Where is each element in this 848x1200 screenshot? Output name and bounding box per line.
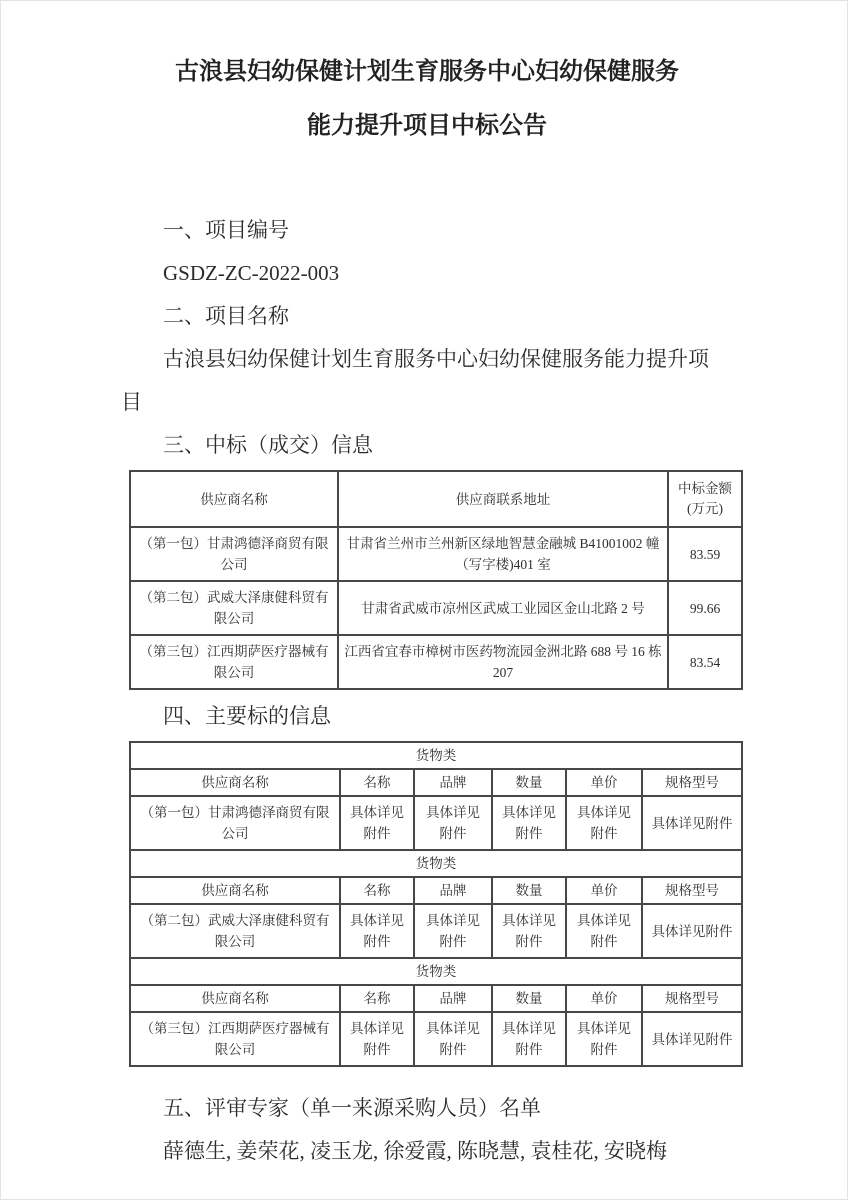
supplier-address-cell: 甘肃省兰州市兰州新区绿地智慧金融城 B41001002 幢（写字楼)401 室 bbox=[338, 527, 668, 581]
goods-category-row bbox=[130, 958, 742, 985]
project-name: 古浪县妇幼保健计划生育服务中心妇幼保健服务能力提升项目 bbox=[121, 347, 709, 414]
award-table-row bbox=[130, 527, 742, 581]
subject-data-row bbox=[130, 796, 742, 850]
goods-category-label: 货物类 bbox=[130, 850, 742, 877]
award-table-row bbox=[130, 635, 742, 689]
subject-data-row bbox=[130, 1012, 742, 1066]
col-header-brand: 品牌 bbox=[414, 877, 492, 904]
col-header-supplier: 供应商名称 bbox=[130, 769, 340, 796]
detail-cell-brand: 具体详见附件 bbox=[414, 904, 492, 958]
supplier-name-cell: （第二包）武威大泽康健科贸有限公司 bbox=[130, 904, 340, 958]
document-title bbox=[121, 45, 733, 153]
subject-info-table bbox=[129, 741, 743, 1067]
supplier-name-cell: （第一包）甘肃鸿德泽商贸有限公司 bbox=[130, 796, 340, 850]
detail-cell-spec: 具体详见附件 bbox=[642, 1012, 742, 1066]
goods-category-label: 货物类 bbox=[130, 742, 742, 769]
supplier-address-cell: 江西省宜春市樟树市医药物流园金洲北路 688 号 16 栋 207 bbox=[338, 635, 668, 689]
col-header-quantity: 数量 bbox=[492, 769, 566, 796]
col-header-spec: 规格型号 bbox=[642, 877, 742, 904]
detail-cell-quantity: 具体详见附件 bbox=[492, 1012, 566, 1066]
section1-heading: 一、项目编号 bbox=[163, 218, 289, 242]
award-amount-cell: 99.66 bbox=[668, 581, 742, 635]
detail-cell-name: 具体详见附件 bbox=[340, 1012, 414, 1066]
supplier-name-cell: （第三包）江西期萨医疗器械有限公司 bbox=[130, 635, 338, 689]
col-header-unit-price: 单价 bbox=[566, 877, 642, 904]
col-header-brand: 品牌 bbox=[414, 769, 492, 796]
award-header-amount-line1: 中标金额 bbox=[678, 481, 732, 496]
subject-data-row bbox=[130, 904, 742, 958]
col-header-name: 名称 bbox=[340, 769, 414, 796]
section2-heading: 二、项目名称 bbox=[163, 304, 289, 328]
col-header-brand: 品牌 bbox=[414, 985, 492, 1012]
subject-header-row bbox=[130, 985, 742, 1012]
detail-cell-quantity: 具体详见附件 bbox=[492, 796, 566, 850]
detail-cell-name: 具体详见附件 bbox=[340, 904, 414, 958]
col-header-unit-price: 单价 bbox=[566, 769, 642, 796]
document-body bbox=[121, 209, 747, 1173]
supplier-address-cell: 甘肃省武威市凉州区武威工业园区金山北路 2 号 bbox=[338, 581, 668, 635]
detail-cell-brand: 具体详见附件 bbox=[414, 796, 492, 850]
subject-header-row bbox=[130, 769, 742, 796]
award-header-amount-line2: (万元) bbox=[687, 501, 723, 516]
award-info-table bbox=[129, 470, 743, 690]
col-header-quantity: 数量 bbox=[492, 985, 566, 1012]
detail-cell-spec: 具体详见附件 bbox=[642, 904, 742, 958]
col-header-unit-price: 单价 bbox=[566, 985, 642, 1012]
col-header-quantity: 数量 bbox=[492, 877, 566, 904]
col-header-name: 名称 bbox=[340, 877, 414, 904]
detail-cell-unit-price: 具体详见附件 bbox=[566, 904, 642, 958]
award-header-amount bbox=[668, 471, 742, 527]
award-amount-cell: 83.54 bbox=[668, 635, 742, 689]
award-header-supplier: 供应商名称 bbox=[130, 471, 338, 527]
supplier-name-cell: （第三包）江西期萨医疗器械有限公司 bbox=[130, 1012, 340, 1066]
award-header-address: 供应商联系地址 bbox=[338, 471, 668, 527]
supplier-name-cell: （第二包）武威大泽康健科贸有限公司 bbox=[130, 581, 338, 635]
detail-cell-unit-price: 具体详见附件 bbox=[566, 1012, 642, 1066]
detail-cell-quantity: 具体详见附件 bbox=[492, 904, 566, 958]
detail-cell-spec: 具体详见附件 bbox=[642, 796, 742, 850]
section3-heading: 三、中标（成交）信息 bbox=[163, 433, 373, 457]
col-header-supplier: 供应商名称 bbox=[130, 877, 340, 904]
goods-category-label: 货物类 bbox=[130, 958, 742, 985]
award-table-row bbox=[130, 581, 742, 635]
project-number: GSDZ-ZC-2022-003 bbox=[163, 261, 340, 285]
goods-category-row bbox=[130, 850, 742, 877]
award-table-header-row bbox=[130, 471, 742, 527]
col-header-supplier: 供应商名称 bbox=[130, 985, 340, 1012]
section5-heading: 五、评审专家（单一来源采购人员）名单 bbox=[163, 1096, 541, 1120]
col-header-spec: 规格型号 bbox=[642, 985, 742, 1012]
col-header-name: 名称 bbox=[340, 985, 414, 1012]
expert-names: 薛德生, 姜荣花, 凌玉龙, 徐爱霞, 陈晓慧, 袁桂花, 安晓梅 bbox=[163, 1139, 667, 1163]
goods-category-row bbox=[130, 742, 742, 769]
subject-header-row bbox=[130, 877, 742, 904]
detail-cell-name: 具体详见附件 bbox=[340, 796, 414, 850]
detail-cell-brand: 具体详见附件 bbox=[414, 1012, 492, 1066]
col-header-spec: 规格型号 bbox=[642, 769, 742, 796]
detail-cell-unit-price: 具体详见附件 bbox=[566, 796, 642, 850]
document-title-line2: 能力提升项目中标公告 bbox=[307, 113, 547, 139]
award-amount-cell: 83.59 bbox=[668, 527, 742, 581]
document-title-line1: 古浪县妇幼保健计划生育服务中心妇幼保健服务 bbox=[175, 59, 679, 85]
section4-heading: 四、主要标的信息 bbox=[163, 704, 331, 728]
supplier-name-cell: （第一包）甘肃鸿德泽商贸有限公司 bbox=[130, 527, 338, 581]
